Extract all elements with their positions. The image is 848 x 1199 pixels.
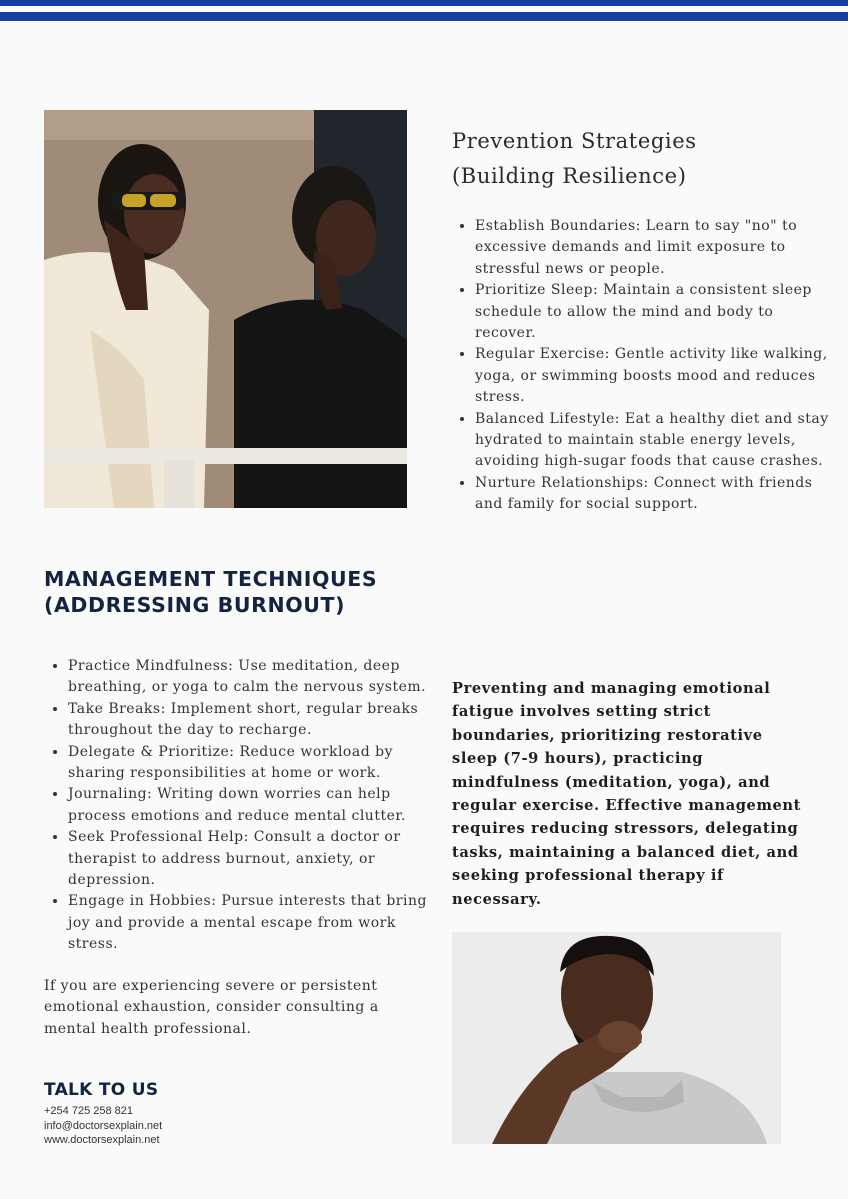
prevention-heading: [452, 124, 812, 194]
list-item: • Prioritize Sleep: Maintain a consistent sleep schedule to allow the mind and body to recover.: [475, 280, 830, 344]
man-yawning-photo: [452, 932, 781, 1144]
list-item: • Regular Exercise: Gentle activity like walking, yoga, or swimming boosts mood and reduces stress.: [475, 344, 830, 408]
top-accent-bar-thick: [0, 12, 848, 21]
top-accent-bar: [0, 0, 848, 6]
prevention-heading-line2: (Building Resilience): [452, 164, 687, 188]
contact-email[interactable]: info@doctorsexplain.net: [44, 1120, 163, 1132]
list-item: • Delegate & Prioritize: Reduce workload by sharing responsibilities at home or work.: [68, 742, 438, 785]
management-heading: [44, 566, 424, 618]
list-item: • Balanced Lifestyle: Eat a healthy diet and stay hydrated to maintain stable energy levels, avoiding high-sugar foods that cause crashes.: [475, 409, 830, 473]
contact-phone: +254 725 258 821: [44, 1105, 134, 1117]
contact-website[interactable]: www.doctorsexplain.net: [44, 1134, 160, 1146]
list-item: • Take Breaks: Implement short, regular breaks throughout the day to recharge.: [68, 699, 438, 742]
list-item: • Nurture Relationships: Connect with friends and family for social support.: [475, 473, 830, 516]
prevention-list: [451, 216, 830, 516]
prevention-heading-line1: Prevention Strategies: [452, 129, 697, 153]
talk-to-us-heading: TALK TO US: [44, 1080, 159, 1100]
disclaimer-note: If you are experiencing severe or persistent emotional exhaustion, consider consulting a mental health professional.: [44, 978, 379, 1037]
list-item: • Establish Boundaries: Learn to say "no" to excessive demands and limit exposure to stressful news or people.: [475, 216, 830, 280]
management-heading-line2: (ADDRESSING BURNOUT): [44, 593, 346, 617]
management-list: [44, 656, 438, 956]
list-item: • Journaling: Writing down worries can help process emotions and reduce mental clutter.: [68, 784, 438, 827]
management-heading-line1: MANAGEMENT TECHNIQUES: [44, 567, 378, 591]
list-item: • Engage in Hobbies: Pursue interests that bring joy and provide a mental escape from work stress.: [68, 891, 438, 955]
list-item: • Practice Mindfulness: Use meditation, deep breathing, or yoga to calm the nervous system.: [68, 656, 438, 699]
summary-paragraph: Preventing and managing emotional fatigue involves setting strict boundaries, prioritizing restorative sleep (7-9 hours), practicing mindfulness (meditation, yoga), and regular exercise. Effective management requires reducing stressors, delegating tasks, maintaining a balanced diet, and seeking professional therapy if necessary.: [452, 680, 801, 908]
two-women-photo: [44, 110, 407, 508]
list-item: • Seek Professional Help: Consult a doctor or therapist to address burnout, anxiety, or depression.: [68, 827, 438, 891]
